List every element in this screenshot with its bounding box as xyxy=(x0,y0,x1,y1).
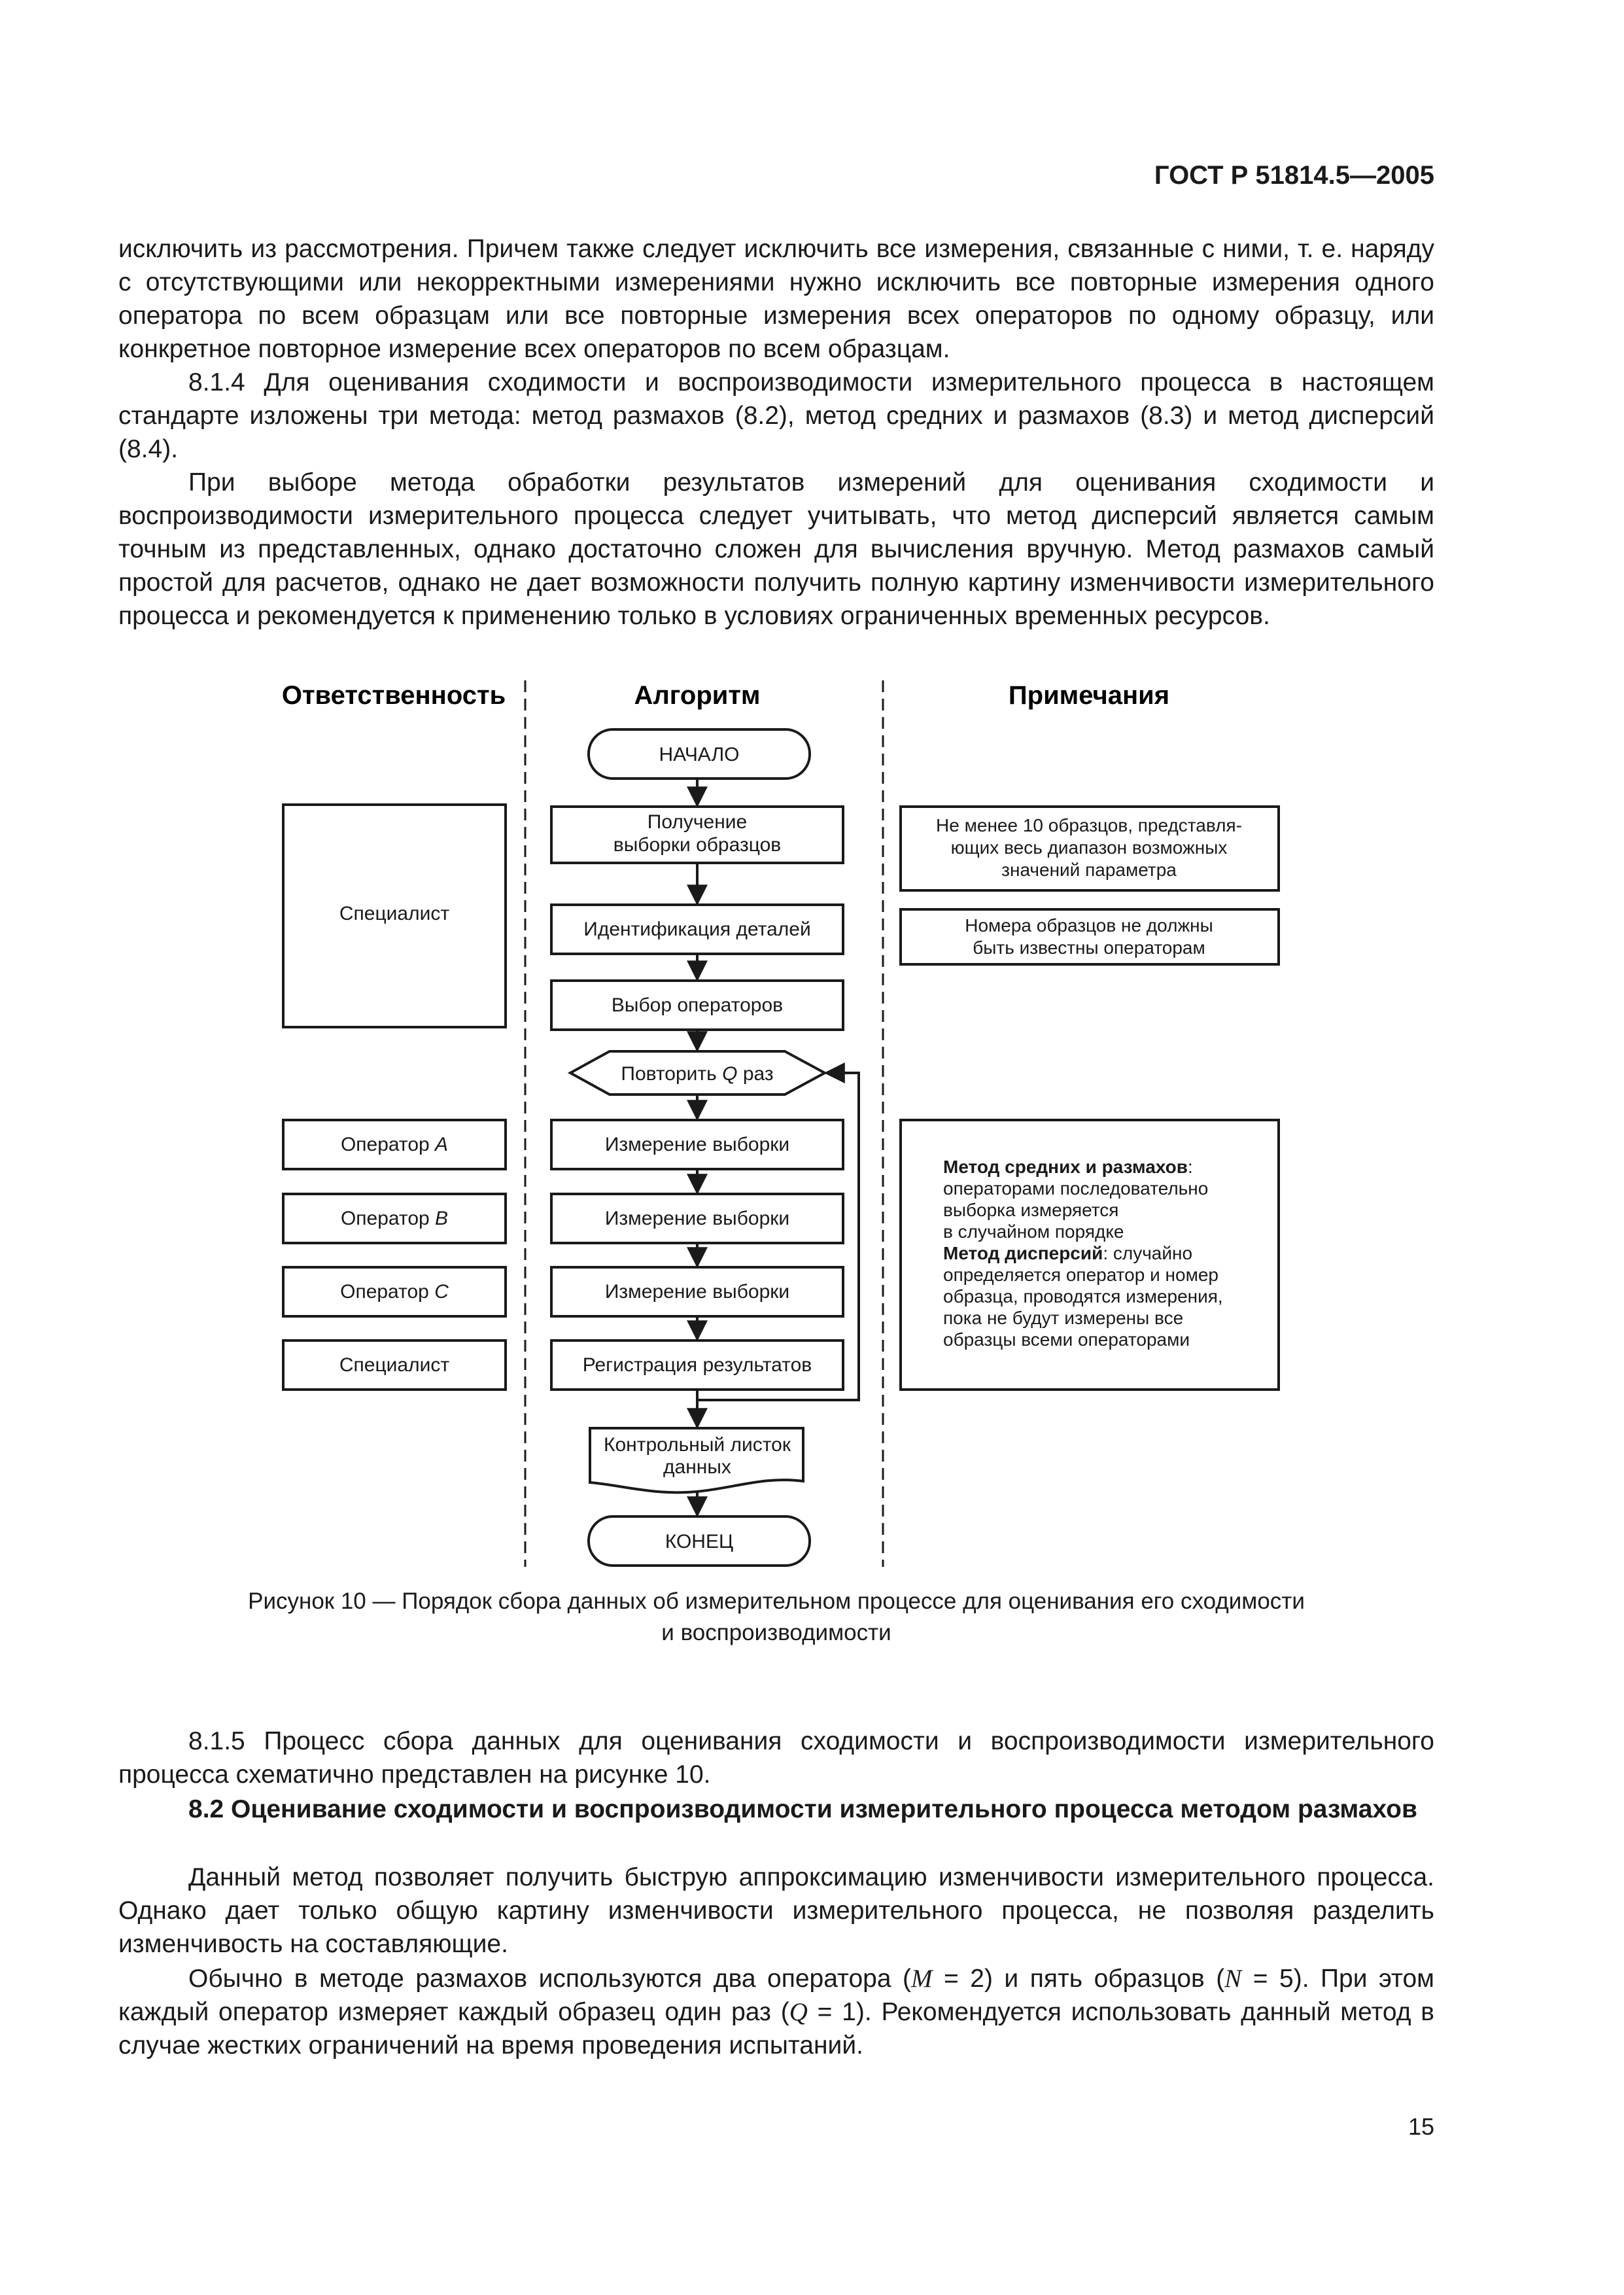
note-methods-line-9: образцы всеми операторами xyxy=(943,1329,1190,1350)
figure-caption-line-1: Рисунок 10 — Порядок сбора данных об измерительном процессе для оценивания его сходимости xyxy=(248,1588,1305,1614)
paragraph-8-1-5: 8.1.5 Процесс сбора данных для оценивания сходимости и воспроизводимости измерительного процесса схематично представлен на рисунке 10. xyxy=(118,1727,1434,1789)
note-methods-line-4: в случайном порядке xyxy=(943,1221,1124,1242)
note-methods-line-8: пока не будут измерены все xyxy=(943,1308,1184,1328)
resp-operator-c-label: Оператор C xyxy=(340,1281,449,1303)
start-label: НАЧАЛО xyxy=(659,744,740,765)
header-algorithm: Алгоритм xyxy=(634,681,761,710)
figure-caption-line-2: и воспроизводимости xyxy=(661,1620,891,1645)
note-methods-line-1: Метод средних и размахов: xyxy=(943,1157,1193,1177)
page-number: 15 xyxy=(1408,2113,1434,2140)
identify-parts-label: Идентификация деталей xyxy=(583,919,811,940)
note-methods-line-7: образца, проводятся измерения, xyxy=(943,1286,1223,1306)
resp-operator-a-label: Оператор A xyxy=(340,1134,449,1155)
note-methods-line-2: операторами последовательно xyxy=(943,1178,1209,1199)
resp-specialist-2-label: Специалист xyxy=(339,1354,450,1376)
document-header: ГОСТ Р 51814.5—2005 xyxy=(1154,161,1434,190)
resp-operator-b-label: Оператор B xyxy=(340,1208,449,1229)
measure-2-label: Измерение выборки xyxy=(604,1208,790,1229)
paragraph-operators-samples: Обычно в методе размахов используются два оператора (M = 2) и пять образцов (N = 5). При этом каждый оператор измеряет каждый образец один раз (Q = 1). Рекомендуется использовать данный метод в случае жестких ограничений на время проведения испытаний. xyxy=(118,1965,1434,2059)
note-samples-line-3: значений параметра xyxy=(1001,860,1177,880)
paragraph-8-1-4: 8.1.4 Для оценивания сходимости и воспроизводимости измерительного процесса в настоящем стандарте изложены три метода: метод размахов (8.2), метод средних и размахов (8.3) и метод дисперсий (8.4). xyxy=(118,368,1434,463)
checklist-label-2: данных xyxy=(663,1456,731,1478)
measure-1-label: Измерение выборки xyxy=(604,1134,790,1155)
figure-caption xyxy=(118,1586,1434,1649)
resp-specialist-1-label: Специалист xyxy=(339,903,450,924)
header-notes: Примечания xyxy=(1008,681,1170,710)
register-results-label: Регистрация результатов xyxy=(582,1354,812,1376)
note-methods-line-3: выборка измеряется xyxy=(943,1200,1119,1220)
measure-3-label: Измерение выборки xyxy=(604,1281,790,1303)
paragraph-method-choice: При выборе метода обработки результатов измерений для оценивания сходимости и воспроизводимости измерительного процесса следует учитывать, что метод дисперсий является самым точным из представленных, однако достаточно сложен для вычисления вручную. Метод размахов самый простой для расчетов, однако не дает возможности получить полную картину изменчивости измерительного процесса и рекомендуется к применению только в условиях ограниченных временных ресурсов. xyxy=(118,468,1434,630)
end-label: КОНЕЦ xyxy=(665,1531,734,1552)
note-samples-line-1: Не менее 10 образцов, представля- xyxy=(936,815,1242,835)
get-sample-label-2: выборки образцов xyxy=(613,834,782,856)
note-samples-line-2: ющих весь диапазон возможных xyxy=(950,837,1228,858)
checklist-label-1: Контрольный листок xyxy=(603,1434,791,1456)
note-numbers-line-2: быть известны операторам xyxy=(973,937,1205,958)
paragraph-continuation: исключить из рассмотрения. Причем также следует исключить все измерения, связанные с ними, т. е. наряду с отсутствующими или некорректными измерениями нужно исключить все повторные измерения одного оператора по всем образцам или все повторные измерения всех операторов по одному образцу, или конкретное повторное измерение всех операторов по всем образцам. xyxy=(118,235,1434,363)
select-operators-label: Выбор операторов xyxy=(611,994,784,1016)
paragraph-range-method: Данный метод позволяет получить быструю аппроксимацию изменчивости измерительного процесса. Однако дает только общую картину изменчивости измерительного процесса, не позволяя разделить изменчивость на составляющие. xyxy=(118,1863,1434,1958)
loop-label: Повторить Q раз xyxy=(621,1063,774,1085)
note-numbers-line-1: Номера образцов не должны xyxy=(965,915,1213,936)
section-heading-8-2: 8.2 Оценивание сходимости и воспроизводимости измерительного процесса методом размахов xyxy=(188,1795,1417,1823)
get-sample-label-1: Получение xyxy=(647,811,748,833)
header-responsibility: Ответственность xyxy=(281,681,506,710)
note-methods-line-6: определяется оператор и номер xyxy=(943,1265,1218,1285)
note-methods-line-5: Метод дисперсий: случайно xyxy=(943,1243,1193,1263)
